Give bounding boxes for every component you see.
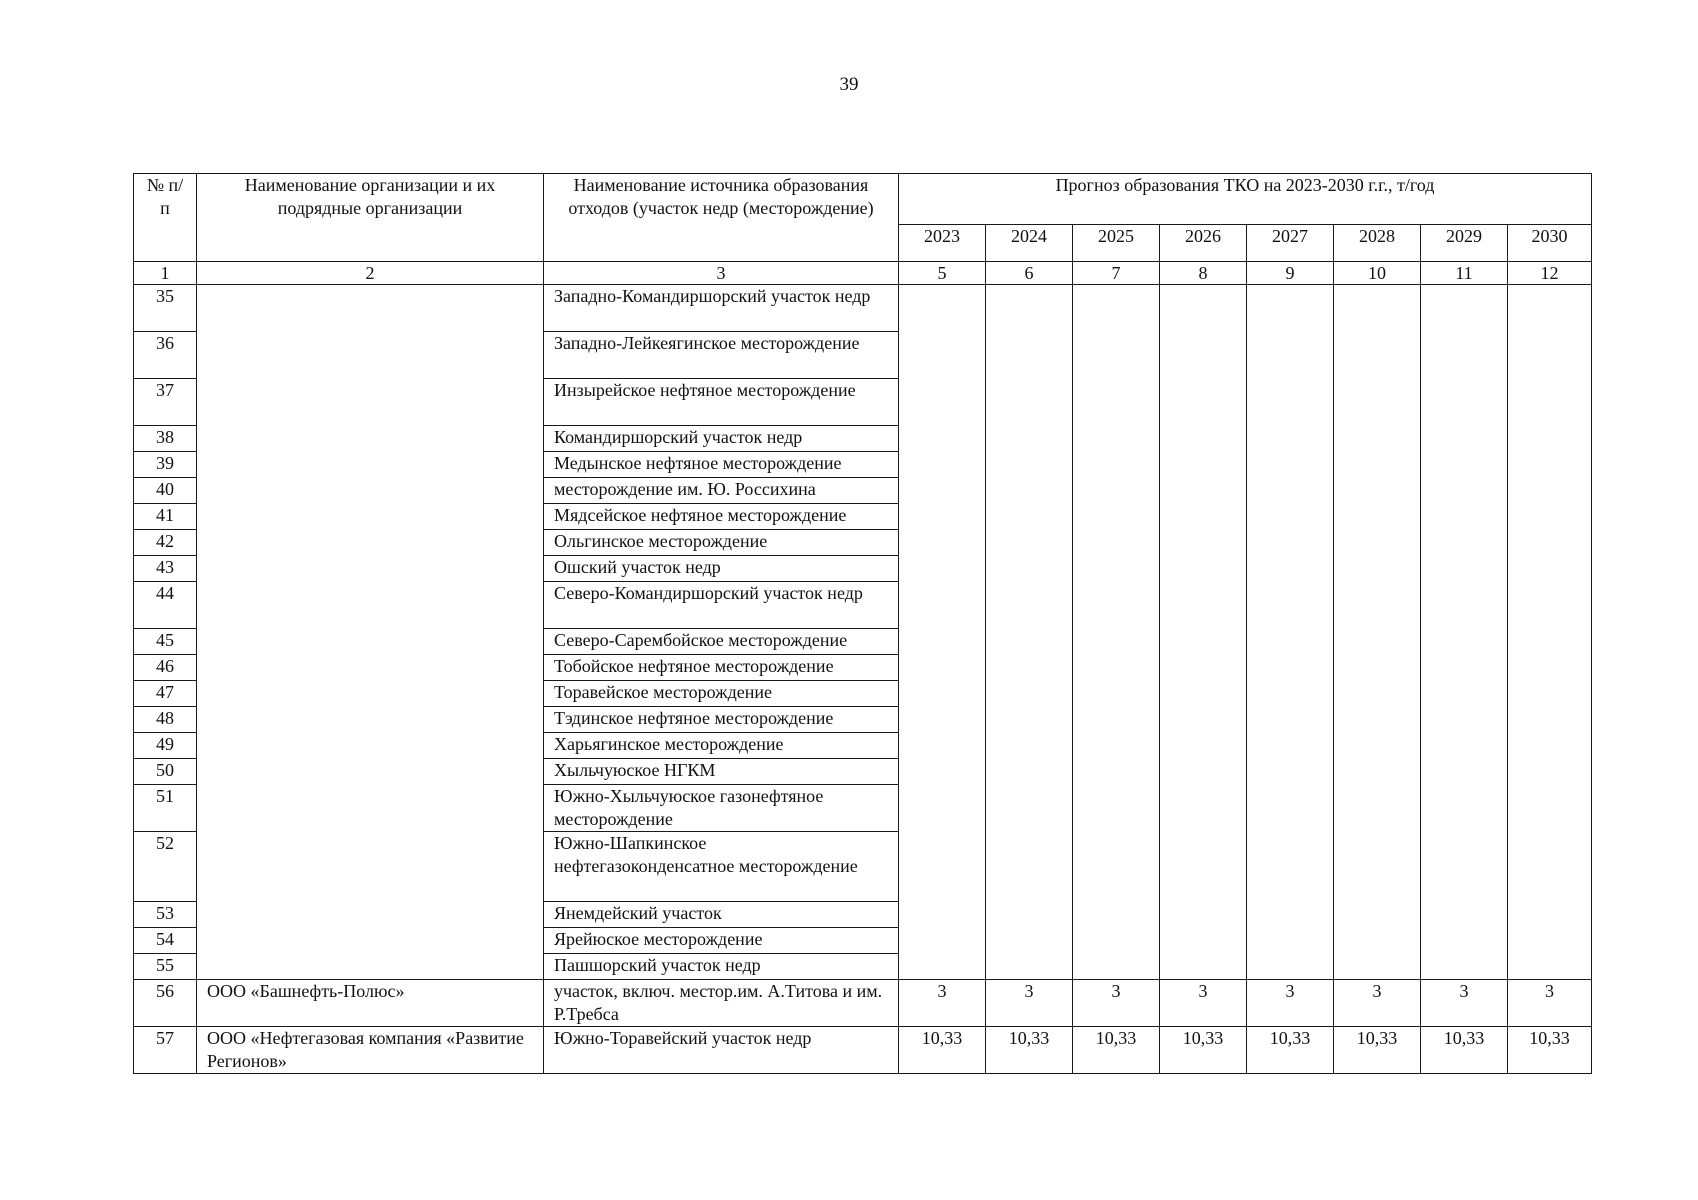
row-number: 54 (134, 928, 197, 954)
row-number: 45 (134, 629, 197, 655)
source-cell: Янемдейский участок (544, 902, 899, 928)
forecast-cell-empty (1160, 285, 1247, 980)
forecast-value: 10,33 (1073, 1027, 1160, 1074)
row-number: 42 (134, 530, 197, 556)
header-forecast: Прогноз образования ТКО на 2023-2030 г.г., т/год (899, 174, 1592, 225)
row-number: 57 (134, 1027, 197, 1074)
row-number: 41 (134, 504, 197, 530)
header-year: 2025 (1073, 225, 1160, 262)
column-number: 9 (1247, 262, 1334, 285)
table-row (134, 1027, 1592, 1074)
row-number: 44 (134, 582, 197, 629)
source-cell: Хыльчуюское НГКМ (544, 759, 899, 785)
row-number: 47 (134, 681, 197, 707)
row-number: 56 (134, 980, 197, 1027)
row-number: 35 (134, 285, 197, 332)
source-cell: Южно-Хыльчуюское газонефтяное месторождение (544, 785, 899, 832)
header-organization: Наименование организации и их подрядные организации (197, 174, 544, 262)
table-body (134, 285, 1592, 1074)
forecast-cell-empty (1508, 285, 1592, 980)
source-cell: Южно-Шапкинское нефтегазоконденсатное месторождение (544, 832, 899, 902)
forecast-cell-empty (1334, 285, 1421, 980)
column-number: 12 (1508, 262, 1592, 285)
forecast-value: 10,33 (1247, 1027, 1334, 1074)
row-number: 43 (134, 556, 197, 582)
source-cell: Харьягинское месторождение (544, 733, 899, 759)
source-cell: Инзырейское нефтяное месторождение (544, 379, 899, 426)
source-cell: Северо-Сарембойское месторождение (544, 629, 899, 655)
source-cell: Торавейское месторождение (544, 681, 899, 707)
forecast-value: 3 (1334, 980, 1421, 1027)
source-cell: Южно-Торавейский участок недр (544, 1027, 899, 1074)
forecast-cell-empty (899, 285, 986, 980)
row-number: 36 (134, 332, 197, 379)
source-cell: участок, включ. местор.им. А.Титова и им. Р.Требса (544, 980, 899, 1027)
row-number: 46 (134, 655, 197, 681)
column-number: 1 (134, 262, 197, 285)
column-number: 3 (544, 262, 899, 285)
row-number: 52 (134, 832, 197, 902)
forecast-value: 10,33 (1160, 1027, 1247, 1074)
row-number: 53 (134, 902, 197, 928)
header-year: 2023 (899, 225, 986, 262)
organization-cell: ООО «Башнефть-Полюс» (197, 980, 544, 1027)
row-number: 38 (134, 426, 197, 452)
row-number: 49 (134, 733, 197, 759)
header-source: Наименование источника образования отходов (участок недр (месторождение) (544, 174, 899, 262)
forecast-value: 3 (1073, 980, 1160, 1027)
source-cell: Северо-Командиршорский участок недр (544, 582, 899, 629)
column-number: 10 (1334, 262, 1421, 285)
forecast-cell-empty (986, 285, 1073, 980)
column-number: 2 (197, 262, 544, 285)
row-number: 48 (134, 707, 197, 733)
forecast-value: 10,33 (986, 1027, 1073, 1074)
forecast-table (133, 173, 1592, 1074)
page-number: 39 (839, 74, 859, 95)
header-year: 2024 (986, 225, 1073, 262)
forecast-value: 10,33 (1421, 1027, 1508, 1074)
forecast-value: 3 (986, 980, 1073, 1027)
source-cell: Мядсейское нефтяное месторождение (544, 504, 899, 530)
source-cell: Медынское нефтяное месторождение (544, 452, 899, 478)
forecast-value: 3 (899, 980, 986, 1027)
header-year: 2028 (1334, 225, 1421, 262)
row-number: 40 (134, 478, 197, 504)
forecast-value: 3 (1421, 980, 1508, 1027)
header-year: 2030 (1508, 225, 1592, 262)
table-row (134, 980, 1592, 1027)
header-year: 2029 (1421, 225, 1508, 262)
source-cell: месторождение им. Ю. Россихина (544, 478, 899, 504)
source-cell: Западно-Командиршорский участок недр (544, 285, 899, 332)
header-num: № п/п (134, 174, 197, 262)
forecast-value: 3 (1508, 980, 1592, 1027)
column-number: 5 (899, 262, 986, 285)
source-cell: Командиршорский участок недр (544, 426, 899, 452)
header-year: 2027 (1247, 225, 1334, 262)
forecast-cell-empty (1073, 285, 1160, 980)
column-numbers-row (134, 262, 1592, 285)
organization-cell-empty (197, 285, 544, 980)
source-cell: Тэдинское нефтяное месторождение (544, 707, 899, 733)
row-number: 50 (134, 759, 197, 785)
column-number: 6 (986, 262, 1073, 285)
source-cell: Ярейюское месторождение (544, 928, 899, 954)
row-number: 37 (134, 379, 197, 426)
forecast-cell-empty (1421, 285, 1508, 980)
row-number: 39 (134, 452, 197, 478)
source-cell: Пашшорский участок недр (544, 954, 899, 980)
table-row (134, 285, 1592, 332)
column-number: 8 (1160, 262, 1247, 285)
forecast-value: 3 (1247, 980, 1334, 1027)
forecast-value: 10,33 (1334, 1027, 1421, 1074)
row-number: 51 (134, 785, 197, 832)
forecast-value: 10,33 (1508, 1027, 1592, 1074)
source-cell: Тобойское нефтяное месторождение (544, 655, 899, 681)
forecast-value: 3 (1160, 980, 1247, 1027)
source-cell: Ольгинское месторождение (544, 530, 899, 556)
column-number: 7 (1073, 262, 1160, 285)
header-year: 2026 (1160, 225, 1247, 262)
source-cell: Западно-Лейкеягинское месторождение (544, 332, 899, 379)
organization-cell: ООО «Нефтегазовая компания «Развитие Регионов» (197, 1027, 544, 1074)
column-number: 11 (1421, 262, 1508, 285)
source-cell: Ошский участок недр (544, 556, 899, 582)
forecast-cell-empty (1247, 285, 1334, 980)
row-number: 55 (134, 954, 197, 980)
forecast-value: 10,33 (899, 1027, 986, 1074)
